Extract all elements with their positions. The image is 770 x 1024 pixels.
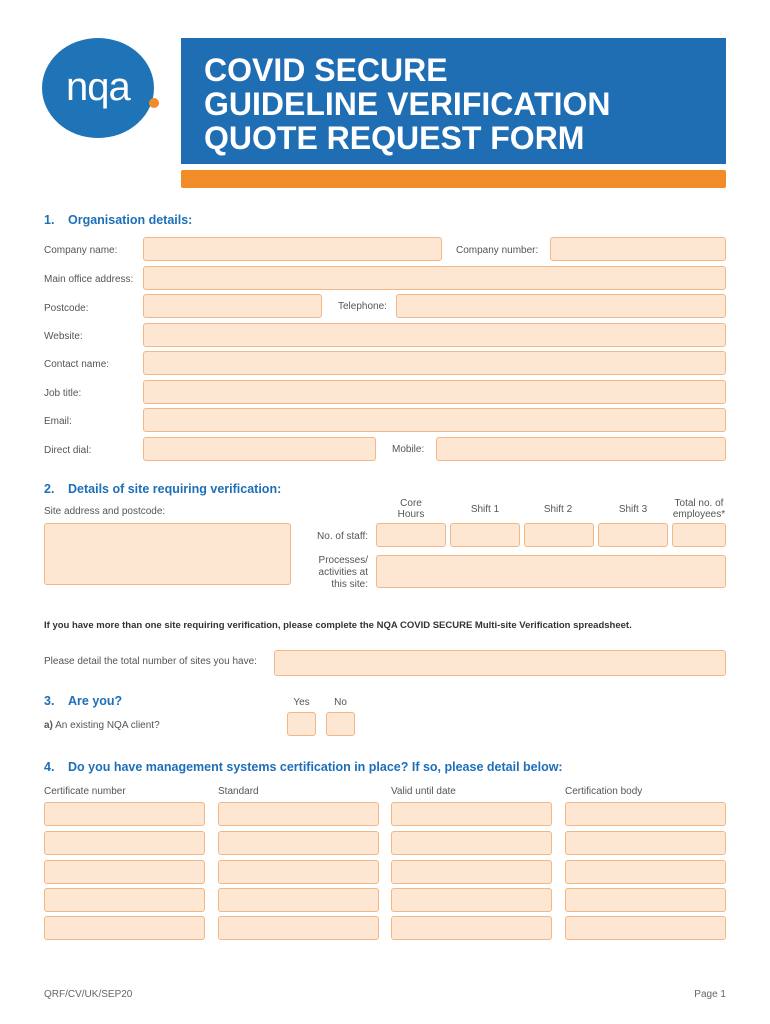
site-address-label: Site address and postcode: (44, 506, 166, 517)
telephone-label: Telephone: (338, 301, 387, 312)
site-address-field[interactable] (44, 523, 291, 585)
certification-body-header: Certification body (565, 786, 643, 797)
email-field[interactable] (143, 408, 726, 432)
section-2-heading: 2. Details of site requiring verification: (44, 482, 282, 496)
shift-1-header: Shift 1 (470, 504, 500, 515)
logo-text: nqa (66, 65, 130, 109)
cert-row-2-certification-body[interactable] (565, 831, 726, 855)
processes-field[interactable] (376, 555, 726, 588)
yes-label: Yes (293, 697, 310, 708)
company-name-label: Company name: (44, 245, 118, 256)
company-number-label: Company number: (456, 245, 539, 256)
total-employees-header: Total no. of employees* (672, 498, 726, 520)
logo-dot (149, 98, 159, 108)
cert-row-5-certificate-number[interactable] (44, 916, 205, 940)
cert-row-5-valid-until[interactable] (391, 916, 552, 940)
title-line-1: COVID SECURE (204, 52, 448, 88)
cert-row-1-valid-until[interactable] (391, 802, 552, 826)
cert-row-5-standard[interactable] (218, 916, 379, 940)
total-sites-field[interactable] (274, 650, 726, 676)
main-office-address-label: Main office address: (44, 274, 134, 285)
cert-row-4-valid-until[interactable] (391, 888, 552, 912)
valid-until-date-header: Valid until date (391, 786, 456, 797)
cert-row-3-valid-until[interactable] (391, 860, 552, 884)
cert-row-3-standard[interactable] (218, 860, 379, 884)
core-hours-staff-field[interactable] (376, 523, 446, 547)
company-number-field[interactable] (550, 237, 726, 261)
section-4-heading: 4. Do you have management systems certification in place? If so, please detail below: (44, 760, 563, 774)
cert-row-1-certification-body[interactable] (565, 802, 726, 826)
cert-row-4-standard[interactable] (218, 888, 379, 912)
contact-name-label: Contact name: (44, 359, 110, 370)
job-title-field[interactable] (143, 380, 726, 404)
form-code: QRF/CV/UK/SEP20 (44, 989, 133, 1000)
contact-name-field[interactable] (143, 351, 726, 375)
total-employees-field[interactable] (672, 523, 726, 547)
shift-3-header: Shift 3 (618, 504, 648, 515)
total-sites-label: Please detail the total number of sites you have: (44, 656, 257, 667)
cert-row-3-certificate-number[interactable] (44, 860, 205, 884)
multi-site-note: If you have more than one site requiring verification, please complete the NQA COVID SECURE Multi-site Verification spreadsheet. (44, 620, 632, 631)
cert-row-1-certificate-number[interactable] (44, 802, 205, 826)
cert-row-2-valid-until[interactable] (391, 831, 552, 855)
cert-row-4-certification-body[interactable] (565, 888, 726, 912)
page-number: Page 1 (694, 989, 726, 1000)
no-checkbox[interactable] (326, 712, 355, 736)
postcode-label: Postcode: (44, 303, 89, 314)
shift-2-header: Shift 2 (543, 504, 573, 515)
certificate-number-header: Certificate number (44, 786, 126, 797)
mobile-field[interactable] (436, 437, 726, 461)
mobile-label: Mobile: (392, 444, 425, 455)
no-of-staff-label: No. of staff: (317, 531, 368, 542)
orange-stripe (181, 170, 726, 188)
cert-row-1-standard[interactable] (218, 802, 379, 826)
shift-3-staff-field[interactable] (598, 523, 668, 547)
shift-1-staff-field[interactable] (450, 523, 520, 547)
cert-row-4-certificate-number[interactable] (44, 888, 205, 912)
telephone-field[interactable] (396, 294, 726, 318)
shift-2-staff-field[interactable] (524, 523, 594, 547)
yes-checkbox[interactable] (287, 712, 316, 736)
direct-dial-label: Direct dial: (44, 445, 92, 456)
title-line-3: QUOTE REQUEST FORM (204, 120, 585, 156)
existing-client-question: a) An existing NQA client? (44, 720, 160, 731)
standard-header: Standard (218, 786, 259, 797)
job-title-label: Job title: (44, 388, 82, 399)
postcode-field[interactable] (143, 294, 322, 318)
section-3-heading: 3. Are you? (44, 694, 123, 708)
cert-row-2-certificate-number[interactable] (44, 831, 205, 855)
title-line-2: GUIDELINE VERIFICATION (204, 86, 611, 122)
no-label: No (334, 697, 347, 708)
website-label: Website: (44, 331, 83, 342)
direct-dial-field[interactable] (143, 437, 376, 461)
website-field[interactable] (143, 323, 726, 347)
company-name-field[interactable] (143, 237, 442, 261)
processes-label: Processes/ activities at this site: (318, 555, 368, 590)
core-hours-header: Core Hours (397, 498, 425, 520)
main-office-address-field[interactable] (143, 266, 726, 290)
cert-row-2-standard[interactable] (218, 831, 379, 855)
cert-row-5-certification-body[interactable] (565, 916, 726, 940)
section-1-heading: 1. Organisation details: (44, 213, 193, 227)
cert-row-3-certification-body[interactable] (565, 860, 726, 884)
email-label: Email: (44, 416, 72, 427)
